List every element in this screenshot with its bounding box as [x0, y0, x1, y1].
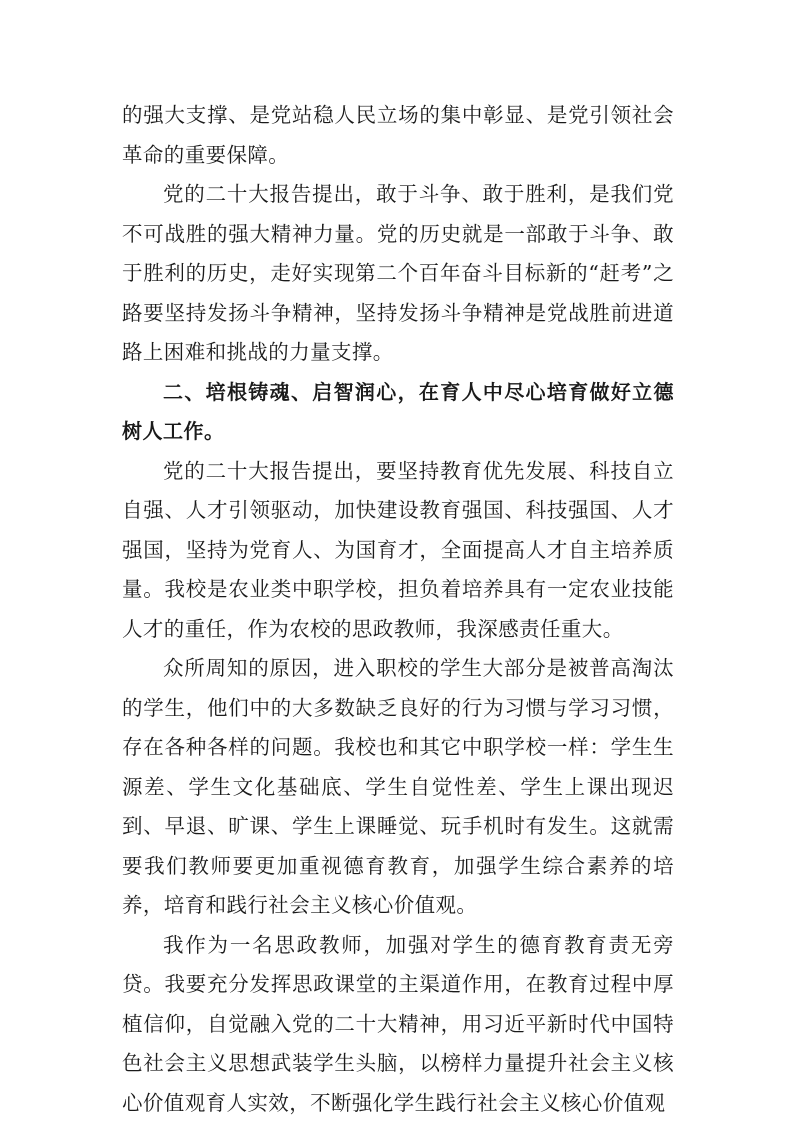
paragraph-education-priority: 党的二十大报告提出，要坚持教育优先发展、科技自立自强、人才引领驱动，加快建设教育强国、科技强国、人才强国，坚持为党育人、为国育才，全面提高人才自主培养质量。我校是农业类中职学校，担负着培养具有一定农业技能人才的重任，作为农校的思政教师，我深感责任重大。	[122, 452, 674, 650]
paragraph-struggle-spirit: 党的二十大报告提出，敢于斗争、敢于胜利，是我们党不可战胜的强大精神力量。党的历史就是一部敢于斗争、敢于胜利的历史，走好实现第二个百年奋斗目标新的“赶考”之路要坚持发扬斗争精神，坚持发扬斗争精神是党战胜前进道路上困难和挑战的力量支撑。	[122, 175, 674, 373]
section-heading-2: 二、培根铸魂、启智润心，在育人中尽心培育做好立德树人工作。	[122, 373, 674, 452]
paragraph-teacher-role: 我作为一名思政教师，加强对学生的德育教育责无旁贷。我要充分发挥思政课堂的主渠道作用，在教育过程中厚植信仰，自觉融入党的二十大精神，用习近平新时代中国特色社会主义思想武装学生头脑，以榜样力量提升社会主义核心价值观育人实效，不断强化学生践行社会主义核心价值观	[122, 926, 674, 1123]
paragraph-continuation: 的强大支撑、是党站稳人民立场的集中彰显、是党引领社会革命的重要保障。	[122, 96, 674, 175]
paragraph-student-problems: 众所周知的原因，进入职校的学生大部分是被普高淘汰的学生，他们中的大多数缺乏良好的行为习惯与学习习惯，存在各种各样的问题。我校也和其它中职学校一样：学生生源差、学生文化基础底、学生自觉性差、学生上课出现迟到、早退、旷课、学生上课睡觉、玩手机时有发生。这就需要我们教师要更加重视德育教育，加强学生综合素养的培养，培育和践行社会主义核心价值观。	[122, 649, 674, 926]
document-body	[122, 96, 674, 1123]
